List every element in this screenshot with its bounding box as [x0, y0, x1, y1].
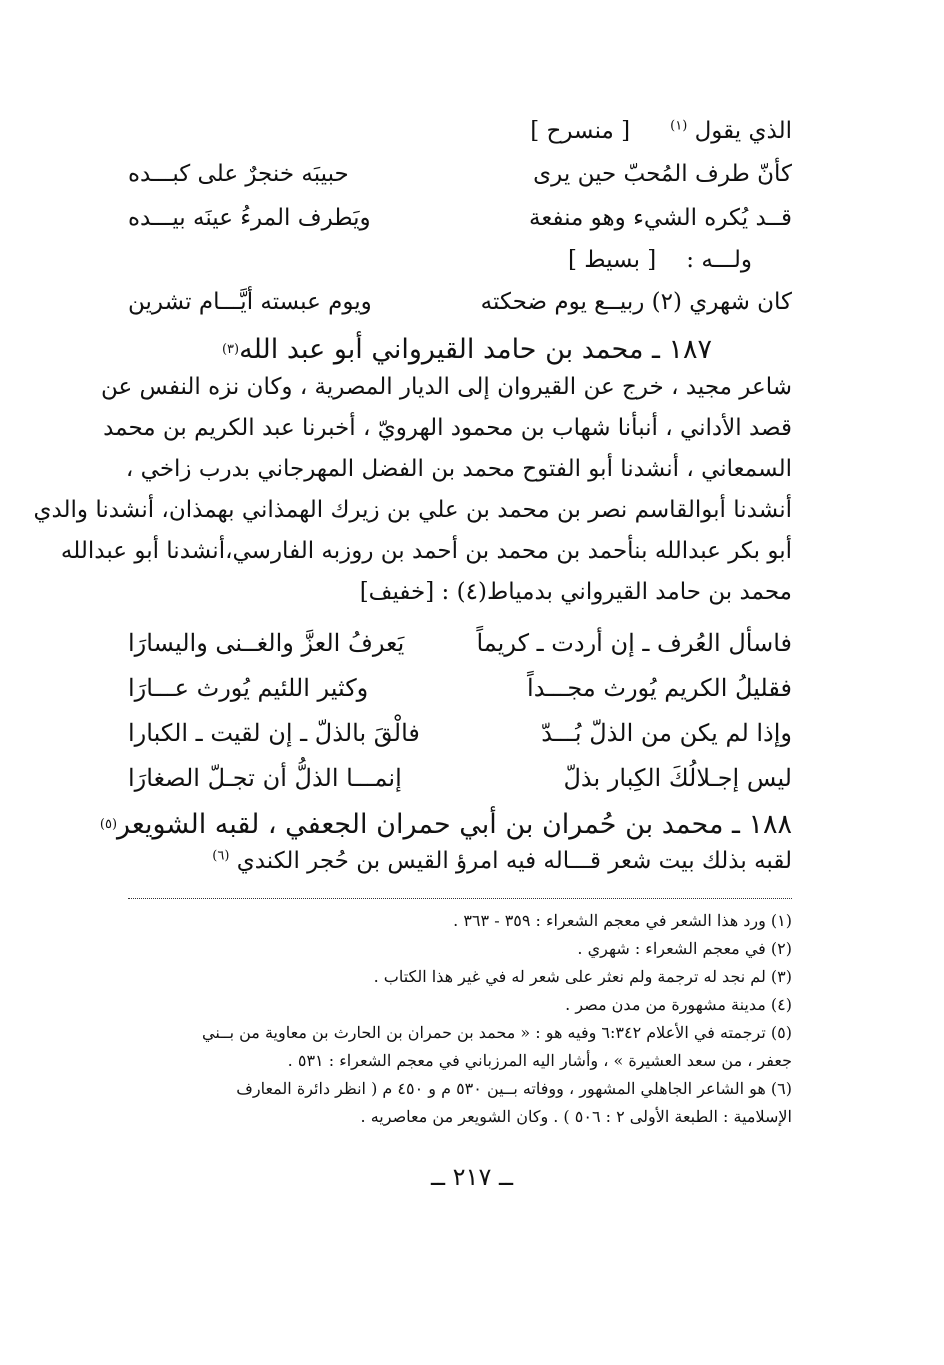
lahu-line: [128, 240, 792, 280]
verse-hemistich-first: فاسأل العُرف ـ إن أردت ـ كريماً: [476, 628, 792, 657]
verse: [128, 755, 792, 800]
verse: [128, 665, 792, 710]
verse-hemistich-second: وكثير اللئيم يُورث عـــارَا: [128, 673, 369, 702]
prose-line: محمد بن حامد القيرواني بدمياط(٤) : [خفيف]: [359, 579, 792, 605]
intro-text: الذي يقول $^{(١)}$: [670, 118, 792, 144]
footnote-continuation: جعفر ، من سعد العشيرة » ، وأشار اليه المرزباني في معجم الشعراء : ٥٣١ .: [287, 1051, 792, 1070]
entry-heading-188: [99, 800, 792, 848]
verse-hemistich-first: وإذا لم يكن من الذلّ بُـــدّ: [541, 718, 792, 747]
prose-line: أبو بكر عبدالله بنأحمد بن محمد بن أحمد بن روزبه الفارسي،أنشدنا أبو عبدالله: [60, 538, 792, 564]
footnote: (٣) لم نجد له ترجمة ولم نعثر على شعر له في غير هذا الكتاب .: [373, 967, 792, 986]
entry-heading-text: ١٨٧ ـ محمد بن حامد القيرواني أبو عبد الله: [239, 333, 712, 365]
verse-hemistich-first: كأنّ طرف المُحبّ حين يرى: [533, 161, 792, 187]
footnote-separator: [128, 898, 792, 899]
footnote-ref: (٣): [221, 341, 240, 357]
verse-hemistich-second: ويَطرف المرءُ عينَه بيـــده: [128, 205, 371, 231]
verse-hemistich-first: قــد يُكره الشيء وهو منفعة: [529, 205, 792, 231]
page-body: [33, 118, 792, 1135]
lahu-text: ولـــه :: [686, 247, 752, 273]
verse-hemistich-second: إنمـــا الذلُّ أن تجـلّ الصغارَا: [128, 763, 402, 792]
prose-line: [128, 848, 792, 884]
verse: [128, 710, 792, 755]
verse: [128, 152, 792, 196]
prose-line: السمعاني ، أنشدنا أبو الفتوح محمد بن الفضل المهرجاني بدرب زاخي ،: [125, 456, 792, 482]
entry-heading-187: [128, 324, 792, 374]
verse-hemistich-second: ويوم عبسته أيَّـــام تشرين: [128, 289, 372, 315]
verse-hemistich-first: ليس إجـلالُكَ الكِبار بذلّ: [563, 763, 792, 792]
footnote: (٢) في معجم الشعراء : شهري .: [577, 939, 792, 958]
footnote: (١) ورد هذا الشعر في معجم الشعراء : ٣٥٩ - ٣٦٣ .: [453, 911, 792, 930]
verse-hemistich-first: فقليلُ الكريم يُورث مجـــداً: [527, 673, 792, 702]
footnote-ref: (٦): [212, 848, 230, 864]
footnote-ref: (١): [670, 118, 688, 134]
prose-line: قصد الأداني ، أنبأنا شهاب بن محمود الهرويّ ، أخبرنا عبد الكريم بن محمد: [103, 415, 792, 441]
verse-hemistich-first: كان شهري (٢) ربيــع يوم ضحكته: [480, 289, 792, 315]
verse-hemistich-second: فالْقَ بالذلّ ـ إن لقيت ـ الكبارا: [128, 718, 420, 747]
footnote: (٥) ترجمته في الأعلام ٦:٣٤٢ وفيه هو : « محمد بن حمران بن الحارث بن معاوية من بــني: [202, 1023, 792, 1042]
intro-line: [128, 118, 792, 152]
footnote: (٦) هو الشاعر الجاهلي المشهور ، ووفاته بــين ٥٣٠ م و ٤٥٠ م ( انظر دائرة المعارف: [236, 1079, 792, 1098]
entry-heading-text: ١٨٨ ـ محمد بن حُمران بن أبي حمران الجعفي ، لقبه الشويعر: [117, 808, 792, 840]
meter-label: [ بسيط ]: [568, 247, 657, 273]
prose-line: أنشدنا أبوالقاسم نصر بن محمد بن علي بن زيرك الهمذاني بهمذان، أنشدنا والدي: [33, 497, 792, 523]
verse: [128, 196, 792, 240]
prose-line: شاعر مجيد ، خرج عن القيروان إلى الديار المصرية ، وكان نزه النفس عن: [100, 374, 792, 400]
footnote-ref: (٥): [99, 816, 118, 832]
verse: [128, 620, 792, 665]
footnote-continuation: الإسلامية : الطبعة الأولى ٢ : ٥٠٦ ) . وكان الشويعر من معاصريه .: [360, 1107, 792, 1126]
footnote: (٤) مدينة مشهورة من مدن مصر .: [565, 995, 792, 1014]
verse-hemistich-second: حبيبَه خنجرٌ على كبـــده: [128, 161, 349, 187]
verse-hemistich-second: يَعرفُ العزَّ والغــنى واليسارَا: [128, 628, 405, 657]
page-number: ــ ٢١٧ ــ: [430, 1163, 514, 1191]
last-line-text: لقبه بذلك بيت شعر قـــاله فيه امرؤ القيس بن حُجر الكندي: [236, 848, 792, 874]
meter-label: [ منسرح ]: [530, 118, 631, 144]
verse: [128, 280, 792, 324]
